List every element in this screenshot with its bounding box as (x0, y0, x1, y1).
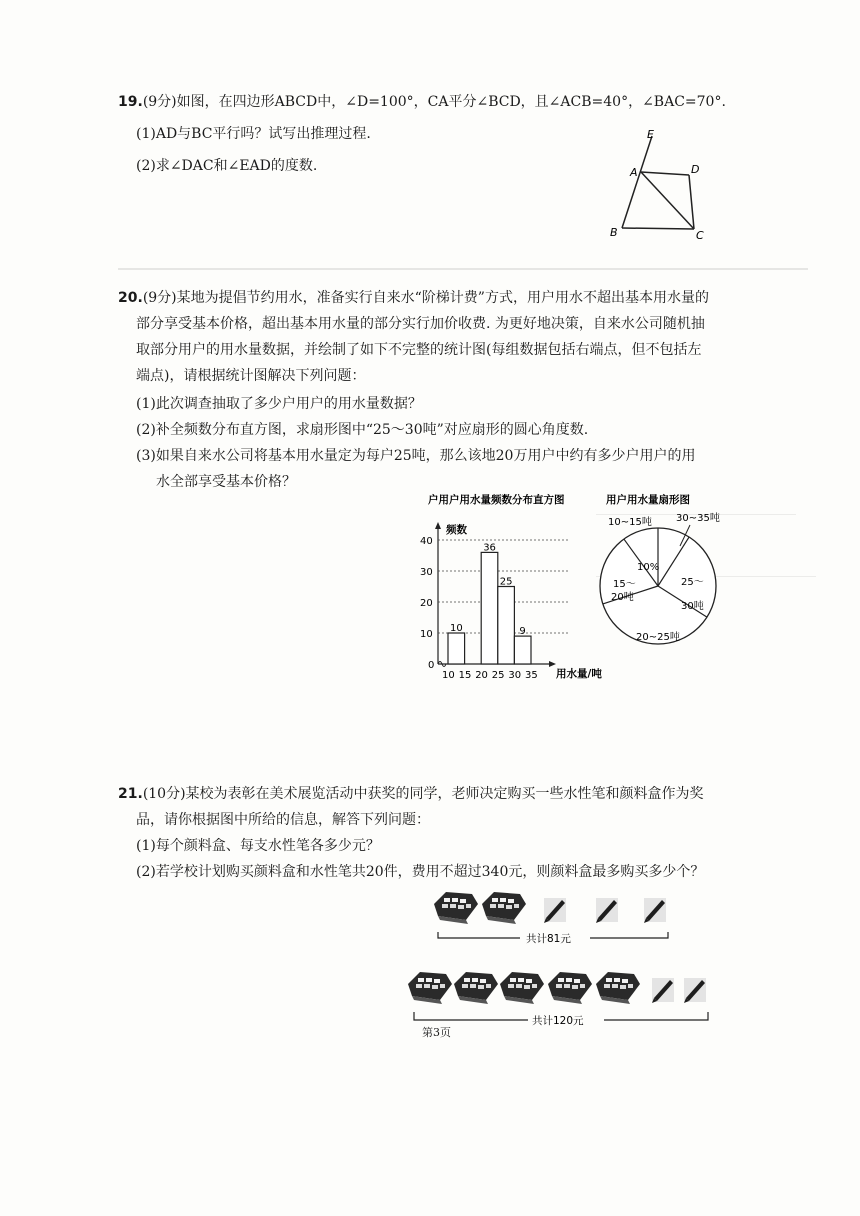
q20-number: 20. (118, 290, 143, 306)
histogram-chart (412, 488, 622, 684)
pie-label-15-20-b: 20吨 (611, 592, 634, 603)
bleed-through-mark (118, 268, 808, 270)
q20-stem-line3: 取部分用户的用水量数据，并绘制了如下不完整的统计图(每组数据包括右端点，但不包括左 (136, 342, 702, 358)
q20-stem-text1: (9分)某地为提倡节约用水，准备实行自来水“阶梯计费”方式，用户用水不超出基本用水量的 (142, 290, 709, 306)
paint-box-icon (434, 892, 478, 924)
bar-value-label: 9 (519, 626, 526, 638)
y-axis-arrow (435, 522, 441, 529)
q21-purchase-figure (400, 886, 730, 1032)
q21-part1: (1)每个颜料盒、每支水性笔各多少元？ (136, 838, 380, 854)
y-tick-label: 30 (420, 567, 433, 578)
line-BE (622, 136, 652, 228)
q21-number: 21. (118, 786, 143, 802)
bar-value-label: 25 (499, 576, 513, 588)
marker-pen-icon (644, 898, 666, 923)
q19-stem-text: (9分)如图，在四边形ABCD中，∠D=100°，CA平分∠BCD，且∠ACB=40°，∠BAC=70°. (142, 94, 726, 110)
q20-part1: (1)此次调查抽取了多少户用户的用水量数据？ (136, 396, 422, 412)
bar-value-label: 10 (450, 623, 463, 634)
q21-part2: (2)若学校计划购买颜料盒和水性笔共20件，费用不超过340元，则颜料盒最多购买多少个？ (136, 864, 705, 880)
pie-label-25-30-a: 25～ (681, 577, 704, 588)
pie-chart (594, 488, 734, 684)
q21-stem-text1: (10分)某校为表彰在美术展览活动中获奖的同学，老师决定购买一些水性笔和颜料盒作为奖 (142, 786, 704, 802)
q19-number: 19. (118, 94, 143, 110)
marker-pen-icon (684, 978, 706, 1003)
pie-title: 用户用水量扇形图 (606, 494, 690, 506)
paint-box-icon (548, 972, 592, 1004)
q19-part2: (2)求∠DAC和∠EAD的度数. (136, 158, 318, 174)
q19-part1: (1)AD与BC平行吗？试写出推理过程. (136, 126, 371, 142)
line-AC (641, 172, 694, 229)
marker-pen-icon (652, 978, 674, 1003)
pie-label-15-20-a: 15～ (613, 579, 636, 590)
line-AD (641, 172, 689, 175)
histogram-bar (481, 552, 498, 664)
marker-pen-icon (596, 898, 618, 923)
x-tick-label: 15 (458, 670, 472, 681)
label-A: A (630, 166, 638, 179)
histogram-bar (498, 587, 515, 665)
row2-total: 共计120元 (532, 1015, 584, 1027)
paint-box-icon (596, 972, 640, 1004)
x-tick-label: 30 (508, 670, 522, 681)
pie-label-20-25: 20~25吨 (636, 632, 680, 643)
q20-stem-line4: 端点)，请根据统计图解决下列问题： (136, 368, 366, 384)
y-tick-label: 0 (428, 660, 435, 671)
x-tick-label: 10 (442, 670, 455, 681)
pie-label-10pct: 10% (637, 562, 660, 573)
paint-box-icon (454, 972, 498, 1004)
y-axis-label: 频数 (446, 524, 467, 536)
paint-box-icon (408, 972, 452, 1004)
x-tick-label: 20 (475, 670, 488, 681)
x-tick-label: 25 (491, 670, 505, 681)
label-C: C (696, 229, 704, 242)
q20-part3-line2: 水全部享受基本价格？ (156, 474, 296, 490)
label-D: D (691, 163, 700, 176)
q20-stem-line2: 部分享受基本价格，超出基本用水量的部分实行加价收费. 为更好地决策，自来水公司随机抽 (136, 316, 705, 332)
line-DC (689, 175, 694, 229)
label-B: B (610, 226, 618, 239)
histogram-bar (514, 636, 531, 664)
histogram-bar (448, 633, 465, 664)
q20-part2: (2)补全频数分布直方图，求扇形图中“25～30吨”对应扇形的圆心角度数. (136, 422, 589, 438)
pie-label-30-35: 30~35吨 (676, 513, 720, 524)
label-E: E (647, 128, 654, 141)
q19-stem (118, 92, 726, 112)
x-axis-arrow (549, 661, 556, 667)
q19-quadrilateral-figure (600, 126, 710, 242)
paint-box-icon (500, 972, 544, 1004)
pie-label-25-30-b: 30吨 (681, 601, 704, 612)
bar-value-label: 36 (483, 542, 496, 554)
q20-part3-line1: (3)如果自来水公司将基本用水量定为每户25吨，那么该地20万用户中约有多少户用户的用 (136, 448, 696, 464)
q21-stem-line2: 品，请你根据图中所给的信息，解答下列问题： (136, 812, 430, 828)
y-tick-label: 20 (420, 598, 433, 609)
row1-total: 共计81元 (526, 933, 571, 945)
q21-stem-line1 (118, 784, 704, 804)
q20-stem-line1 (118, 288, 709, 308)
pie-label-10-15: 10~15吨 (608, 517, 652, 528)
y-tick-label: 40 (420, 536, 433, 547)
y-tick-label: 10 (420, 629, 433, 640)
paint-box-icon (482, 892, 526, 924)
x-tick-label: 35 (525, 670, 538, 681)
line-BC (622, 228, 694, 229)
histogram-title: 户用户用水量频数分布直方图 (428, 494, 565, 506)
marker-pen-icon (544, 898, 566, 923)
page-number: 第3页 (422, 1026, 451, 1039)
x-axis-label: 用水量/吨 (556, 668, 602, 680)
